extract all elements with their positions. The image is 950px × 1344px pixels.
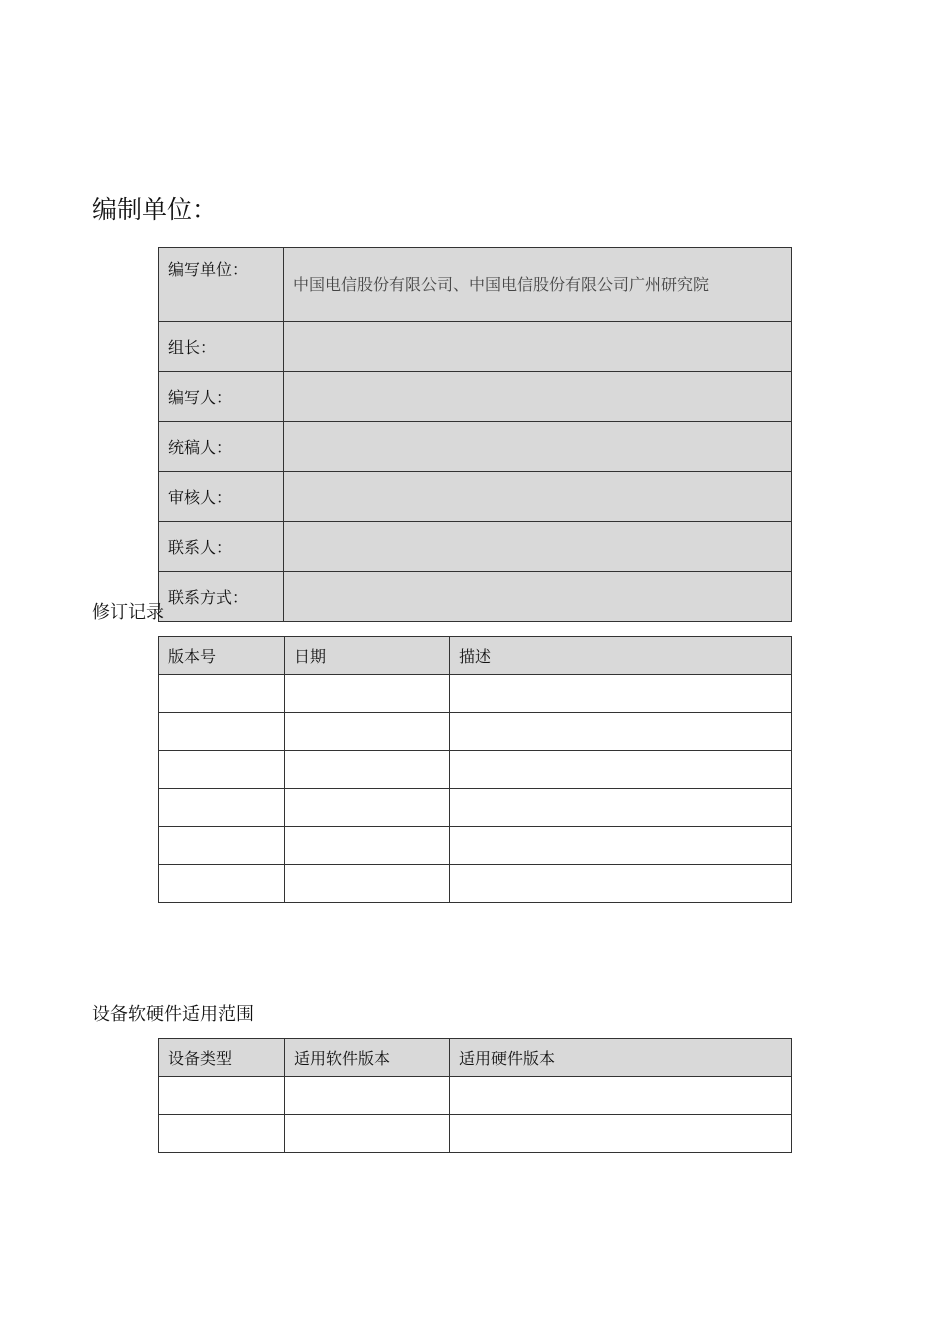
table-row [159,865,792,903]
table-cell [450,675,792,713]
table-row [159,1077,792,1115]
table-row [159,472,792,522]
date-column-header: 日期 [285,637,450,675]
applicability-heading: 设备软硬件适用范围 [92,1004,254,1025]
contact-method-value [284,572,792,622]
writer-value [284,372,792,422]
table-cell [159,713,285,751]
table-cell [285,713,450,751]
table-cell [159,789,285,827]
team-leader-value [284,322,792,372]
table-cell [450,1115,792,1153]
table-cell [285,1115,450,1153]
revision-heading: 修订记录 [92,602,164,623]
software-version-column-header: 适用软件版本 [285,1039,450,1077]
contact-person-label: 联系人： [159,522,284,572]
revision-table [158,636,792,903]
reviewer-value [284,472,792,522]
team-leader-label: 组长： [159,322,284,372]
table-row [159,789,792,827]
table-header-row [159,1039,792,1077]
table-cell [450,751,792,789]
writing-unit-value: 中国电信股份有限公司、中国电信股份有限公司广州研究院 [284,248,792,322]
table-cell [450,865,792,903]
editor-value [284,422,792,472]
table-cell [285,751,450,789]
table-row [159,751,792,789]
table-cell [159,1115,285,1153]
table-row [159,827,792,865]
table-cell [159,827,285,865]
table-row [159,713,792,751]
table-cell [450,789,792,827]
table-row [159,572,792,622]
compile-unit-heading: 编制单位： [92,195,218,224]
table-row [159,422,792,472]
table-cell [450,827,792,865]
table-cell [285,1077,450,1115]
table-row [159,248,792,322]
applicability-table [158,1038,792,1153]
writer-label: 编写人： [159,372,284,422]
table-cell [285,675,450,713]
table-cell [450,1077,792,1115]
table-row [159,675,792,713]
table-cell [159,1077,285,1115]
table-cell [285,827,450,865]
table-cell [159,675,285,713]
table-row [159,322,792,372]
table-row [159,372,792,422]
reviewer-label: 审核人： [159,472,284,522]
table-row [159,1115,792,1153]
table-cell [450,713,792,751]
table-cell [159,865,285,903]
version-column-header: 版本号 [159,637,285,675]
writing-unit-label: 编写单位： [159,248,284,322]
table-header-row [159,637,792,675]
contact-method-label: 联系方式： [159,572,284,622]
hardware-version-column-header: 适用硬件版本 [450,1039,792,1077]
editor-label: 统稿人： [159,422,284,472]
device-type-column-header: 设备类型 [159,1039,285,1077]
compile-unit-table [158,247,792,622]
table-cell [159,751,285,789]
description-column-header: 描述 [450,637,792,675]
contact-person-value [284,522,792,572]
table-cell [285,789,450,827]
table-row [159,522,792,572]
table-cell [285,865,450,903]
